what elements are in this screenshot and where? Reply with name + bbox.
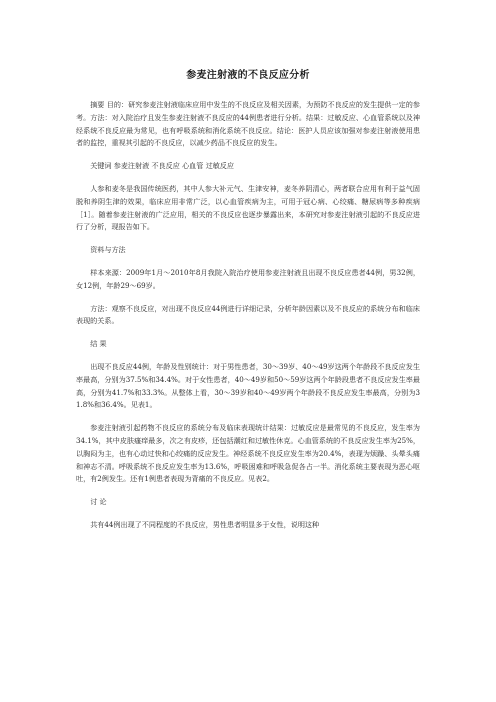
section-heading-methods: 资料与方法 bbox=[90, 245, 126, 255]
section-heading-discussion: 讨 论 bbox=[90, 497, 107, 507]
method-paragraph: 方法：观察不良反应，对出现不良反应44例进行详细记录，分析年龄因素以及不良反应的系统分布和临床表现的关系。 bbox=[76, 303, 420, 326]
results-paragraph-1: 出现不良反应44例，年龄及性别统计：对于男性患者，30～39岁、40～49岁这两个年龄段不良反应发生率最高，分别为37.5%和34.4%。对于女性患者，40～49岁和50～59岁这两个年龄段患者不良反应发生率最高，分别为41.7%和33.3%。从整体上看，30～39岁和40～49岁两个年龄段不良反应发生率最高，分别为31.8%和36.4%。见表1。 bbox=[76, 361, 420, 410]
discussion-paragraph: 共有44例出现了不同程度的不良反应，男性患者明显多于女性，说明这种 bbox=[90, 519, 320, 529]
sample-paragraph: 样本来源：2009年1月～2010年8月我院入院治疗使用参麦注射液且出现不良反应患者44例，男32例，女12例，年龄29～69岁。 bbox=[76, 267, 420, 290]
page-title: 参麦注射液的不良反应分析 bbox=[186, 70, 310, 81]
abstract-paragraph: 摘要 目的：研究参麦注射液临床应用中发生的不良反应及相关因素，为预防不良反应的发生提供一定的参考。方法：对入院治疗且发生参麦注射液不良反应的44例患者进行分析。结果：过敏反应、心血管系统以及神经系统不良反应最为常见，也有呼吸系统和消化系统不良反应。结论：医护人员应该加强对参麦注射液使用患者的监控，重视其引起的不良反应，以减少药品不良反应的发生。 bbox=[76, 100, 420, 148]
results-paragraph-2: 参麦注射液引起药物不良反应的系统分布及临床表现统计结果：过敏反应是最常见的不良反应，发生率为34.1%，其中皮肤瘙痒最多，次之有皮疹，还包括潮红和过敏性休克。心血管系统的不良反应发生率为25%，以胸闷为主，也有心动过快和心绞痛的反应发生。神经系统不良反应发生率为20.4%，表现为烦躁、头晕头痛和神志不清。呼吸系统不良反应发生率为13.6%，呼吸困难和呼吸急促各占一半。消化系统主要表现为恶心呕吐，有2例发生。还有1例患者表现为背痛的不良反应。见表2。 bbox=[76, 423, 420, 484]
keywords-line: 关键词 参麦注射液 不良反应 心血管 过敏反应 bbox=[90, 161, 234, 171]
section-heading-results: 结 果 bbox=[90, 339, 107, 349]
intro-paragraph: 人参和麦冬是我国传统医药，其中人参大补元气、生津安神，麦冬养阴清心，两者联合应用有利于益气固脱和养阴生津的效果，临床应用非常广泛，以心血管疾病为主，可用于冠心病、心绞痛、糖尿病等多种疾病［1］。随着参麦注射液的广泛应用，相关的不良反应也逐步暴露出来，本研究对参麦注射液引起的不良反应进行了分析，现报告如下。 bbox=[76, 183, 420, 232]
